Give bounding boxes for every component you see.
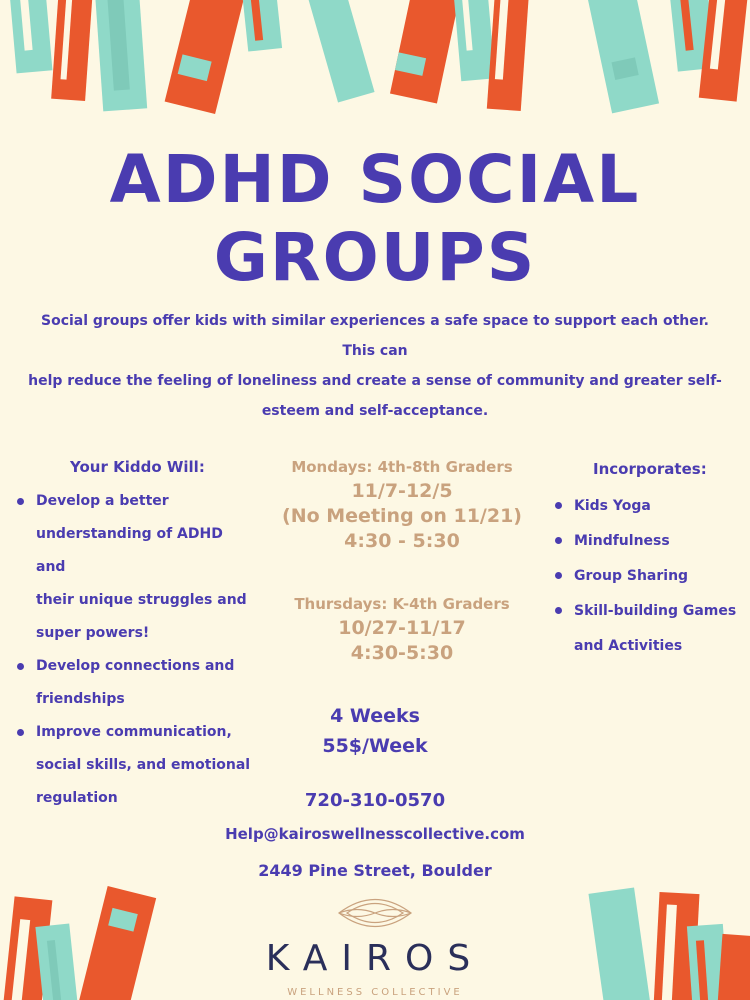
- benefits-list: [14, 485, 254, 815]
- list-item: [552, 559, 748, 594]
- page-title-line-1: ADHD SOCIAL: [109, 141, 641, 218]
- list-item: [14, 485, 254, 650]
- list-item-line: Skill-building Games: [574, 603, 737, 619]
- brand-tagline: WELLNESS COLLECTIVE: [287, 987, 463, 998]
- thursday-dates: 10/27-11/17: [338, 617, 466, 639]
- top-books: [7, 0, 750, 114]
- street-address: 2449 Pine Street, Boulder: [258, 861, 492, 880]
- thursday-schedule: [262, 592, 542, 666]
- list-item-line: their unique struggles and: [36, 592, 247, 608]
- monday-schedule: [262, 455, 542, 554]
- monday-heading: Mondays: 4th-8th Graders: [291, 458, 513, 476]
- monday-time: 4:30 - 5:30: [344, 530, 460, 552]
- price: 55$/Week: [322, 735, 428, 757]
- brand-name: KAIROS: [265, 938, 485, 979]
- list-item-line: Improve communication,: [36, 724, 232, 740]
- list-item-line: Kids Yoga: [574, 498, 651, 514]
- activities-list: [552, 489, 748, 664]
- duration: 4 Weeks: [330, 705, 420, 727]
- thursday-time: 4:30-5:30: [350, 642, 454, 664]
- list-item-line: Group Sharing: [574, 568, 689, 584]
- list-item-line: Develop a better: [36, 493, 169, 509]
- intro-paragraph: [25, 306, 725, 426]
- intro-line: esteem and self-acceptance.: [261, 403, 489, 419]
- list-item-line: and Activities: [574, 638, 683, 654]
- list-item-line: friendships: [36, 691, 125, 707]
- lotus-icon: [335, 894, 415, 932]
- intro-line: Social groups offer kids with similar experiences a safe space to support each other. This can: [41, 313, 709, 359]
- thursday-heading: Thursdays: K-4th Graders: [294, 595, 510, 613]
- right-column-heading: Incorporates:: [593, 460, 707, 478]
- phone-number[interactable]: 720-310-0570: [304, 790, 446, 811]
- list-item-line: understanding of ADHD and: [36, 526, 223, 575]
- list-item: [552, 594, 748, 664]
- list-item-line: social skills, and emotional: [36, 757, 251, 773]
- list-item-line: regulation: [36, 790, 118, 806]
- monday-note: (No Meeting on 11/21): [282, 505, 522, 527]
- list-item-line: Mindfulness: [574, 533, 670, 549]
- list-item: [552, 489, 748, 524]
- list-item: [552, 524, 748, 559]
- list-item-line: super powers!: [36, 625, 150, 641]
- intro-line: help reduce the feeling of loneliness and create a sense of community and greater self-: [28, 373, 722, 389]
- left-column-heading: Your Kiddo Will:: [70, 458, 205, 476]
- page-title-line-2: GROUPS: [213, 219, 537, 296]
- email-address[interactable]: Help@kairoswellnesscollective.com: [225, 825, 525, 843]
- list-item-line: Develop connections and: [36, 658, 235, 674]
- monday-dates: 11/7-12/5: [351, 480, 453, 502]
